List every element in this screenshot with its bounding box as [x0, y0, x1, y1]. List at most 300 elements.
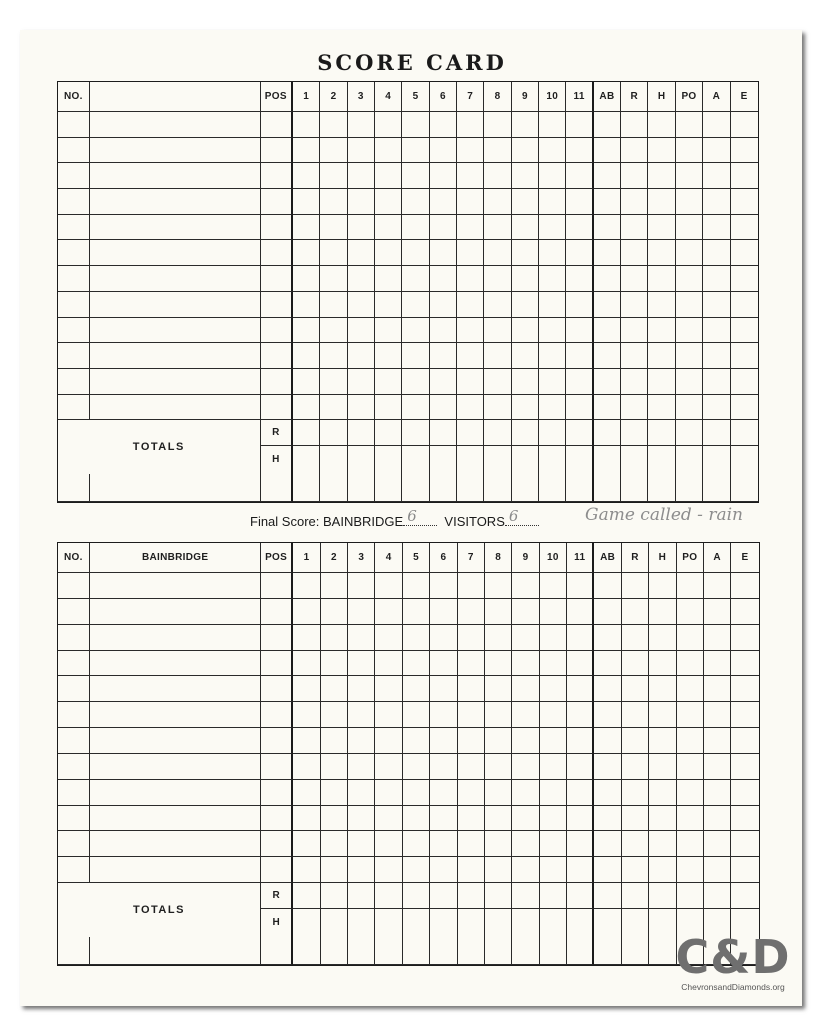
score-cell — [430, 937, 457, 965]
score-cell — [621, 240, 648, 266]
score-cell — [703, 318, 730, 344]
score-cell — [567, 599, 594, 625]
header-cell: NO. — [58, 543, 90, 573]
score-cell — [430, 112, 457, 138]
score-cell — [348, 676, 375, 702]
score-cell — [484, 395, 511, 421]
score-cell — [320, 343, 347, 369]
score-cell — [403, 728, 430, 754]
score-cell — [731, 138, 758, 164]
score-cell — [90, 728, 260, 754]
score-cell — [676, 318, 703, 344]
score-cell — [594, 806, 621, 832]
totals-cell — [703, 446, 730, 474]
score-cell — [512, 474, 539, 502]
score-cell — [321, 573, 348, 599]
score-cell — [321, 651, 348, 677]
score-cell — [704, 754, 731, 780]
score-cell — [704, 625, 731, 651]
score-cell — [430, 395, 457, 421]
score-cell — [677, 676, 704, 702]
score-cell — [90, 112, 260, 138]
score-cell — [458, 728, 485, 754]
score-cell — [512, 112, 539, 138]
score-cell — [402, 138, 429, 164]
score-cell — [430, 369, 457, 395]
score-cell — [402, 343, 429, 369]
totals-cell — [321, 883, 348, 909]
totals-cell — [649, 883, 676, 909]
score-cell — [293, 831, 320, 857]
totals-cell — [648, 446, 675, 474]
score-cell — [485, 728, 512, 754]
home-team-name: BAINBRIDGE — [323, 514, 404, 529]
score-cell — [512, 676, 539, 702]
score-cell — [621, 189, 648, 215]
totals-cell — [594, 883, 621, 909]
score-cell — [402, 112, 429, 138]
score-cell — [402, 474, 429, 502]
score-cell — [648, 112, 675, 138]
score-cell — [261, 163, 293, 189]
score-cell — [261, 292, 293, 318]
score-cell — [458, 857, 485, 883]
score-cell — [512, 728, 539, 754]
score-cell — [321, 937, 348, 965]
score-cell — [484, 474, 511, 502]
score-cell — [58, 780, 90, 806]
score-cell — [512, 215, 539, 241]
score-cell — [375, 599, 402, 625]
score-cell — [622, 857, 649, 883]
score-cell — [403, 754, 430, 780]
score-cell — [402, 189, 429, 215]
score-cell — [622, 599, 649, 625]
score-cell — [594, 395, 621, 421]
score-cell — [58, 728, 90, 754]
score-cell — [457, 138, 484, 164]
score-cell — [566, 189, 593, 215]
score-cell — [621, 163, 648, 189]
totals-cell — [676, 420, 703, 446]
score-cell — [430, 857, 457, 883]
score-cell — [677, 702, 704, 728]
score-cell — [731, 857, 758, 883]
score-cell — [402, 266, 429, 292]
score-cell — [621, 474, 648, 502]
score-cell — [731, 806, 758, 832]
score-cell — [430, 831, 457, 857]
score-cell — [348, 651, 375, 677]
totals-cell — [403, 883, 430, 909]
score-cell — [540, 754, 567, 780]
score-cell — [320, 112, 347, 138]
score-cell — [566, 318, 593, 344]
header-cell: H — [649, 543, 676, 573]
score-cell — [90, 395, 260, 421]
score-cell — [348, 395, 375, 421]
score-cell — [677, 728, 704, 754]
totals-cell — [512, 420, 539, 446]
score-cell — [320, 318, 347, 344]
score-cell — [567, 806, 594, 832]
score-cell — [58, 292, 90, 318]
score-cell — [293, 369, 320, 395]
score-cell — [58, 266, 90, 292]
score-cell — [58, 937, 90, 965]
score-cell — [90, 676, 260, 702]
score-cell — [484, 112, 511, 138]
totals-cell — [402, 420, 429, 446]
header-cell: NO. — [58, 82, 90, 112]
score-cell — [567, 937, 594, 965]
score-cell — [567, 573, 594, 599]
score-cell — [261, 937, 293, 965]
score-cell — [348, 754, 375, 780]
header-cell: PO — [677, 543, 704, 573]
score-cell — [648, 318, 675, 344]
totals-cell — [512, 446, 539, 474]
score-cell — [375, 266, 402, 292]
score-cell — [567, 754, 594, 780]
score-cell — [457, 369, 484, 395]
score-cell — [458, 625, 485, 651]
score-cell — [540, 831, 567, 857]
score-cell — [90, 702, 260, 728]
score-cell — [594, 937, 621, 965]
score-cell — [58, 343, 90, 369]
totals-cell — [402, 446, 429, 474]
score-cell — [320, 215, 347, 241]
score-cell — [90, 651, 260, 677]
score-cell — [430, 292, 457, 318]
totals-cell — [512, 883, 539, 909]
score-cell — [375, 343, 402, 369]
score-cell — [348, 573, 375, 599]
score-cell — [261, 780, 293, 806]
score-cell — [457, 343, 484, 369]
score-cell — [403, 806, 430, 832]
score-cell — [677, 754, 704, 780]
totals-cell — [704, 883, 731, 909]
score-cell — [293, 138, 320, 164]
score-cell — [622, 754, 649, 780]
score-cell — [622, 806, 649, 832]
header-cell: A — [704, 543, 731, 573]
header-cell: BAINBRIDGE — [90, 543, 260, 573]
score-cell — [457, 292, 484, 318]
score-cell — [321, 754, 348, 780]
header-cell: R — [622, 543, 649, 573]
score-cell — [430, 676, 457, 702]
score-cell — [677, 573, 704, 599]
visitor-score-field — [505, 507, 539, 526]
score-cell — [375, 937, 402, 965]
bottom-scorecard-grid — [57, 542, 760, 966]
score-cell — [649, 676, 676, 702]
score-cell — [402, 163, 429, 189]
score-cell — [649, 573, 676, 599]
score-cell — [594, 857, 621, 883]
score-cell — [348, 702, 375, 728]
totals-cell — [484, 446, 511, 474]
score-cell — [58, 702, 90, 728]
header-cell: 1 — [293, 543, 320, 573]
score-cell — [566, 240, 593, 266]
score-cell — [512, 266, 539, 292]
header-cell: 4 — [375, 543, 402, 573]
score-cell — [622, 702, 649, 728]
score-cell — [704, 806, 731, 832]
score-cell — [430, 163, 457, 189]
score-cell — [320, 369, 347, 395]
score-cell — [731, 728, 758, 754]
score-cell — [321, 857, 348, 883]
score-cell — [539, 369, 566, 395]
score-cell — [649, 857, 676, 883]
score-cell — [676, 138, 703, 164]
score-cell — [539, 292, 566, 318]
score-cell — [622, 780, 649, 806]
score-cell — [375, 292, 402, 318]
score-cell — [703, 112, 730, 138]
score-cell — [703, 163, 730, 189]
header-cell: 4 — [375, 82, 402, 112]
runs-label: R — [261, 420, 293, 446]
score-cell — [430, 573, 457, 599]
totals-cell — [348, 909, 375, 937]
score-cell — [622, 937, 649, 965]
score-cell — [484, 189, 511, 215]
score-cell — [594, 240, 621, 266]
score-cell — [58, 831, 90, 857]
score-cell — [293, 240, 320, 266]
score-cell — [293, 163, 320, 189]
score-cell — [485, 651, 512, 677]
score-cell — [293, 625, 320, 651]
score-cell — [348, 163, 375, 189]
score-cell — [261, 857, 293, 883]
score-cell — [704, 702, 731, 728]
totals-cell — [648, 420, 675, 446]
header-cell: 5 — [403, 543, 430, 573]
score-cell — [648, 189, 675, 215]
score-cell — [403, 831, 430, 857]
score-cell — [348, 369, 375, 395]
totals-cell — [320, 420, 347, 446]
totals-cell — [622, 883, 649, 909]
score-cell — [485, 599, 512, 625]
score-cell — [261, 599, 293, 625]
score-cell — [58, 215, 90, 241]
score-cell — [58, 369, 90, 395]
score-cell — [293, 189, 320, 215]
score-cell — [594, 163, 621, 189]
totals-cell — [677, 883, 704, 909]
header-cell: 9 — [512, 82, 539, 112]
score-cell — [512, 189, 539, 215]
score-cell — [457, 240, 484, 266]
score-cell — [430, 266, 457, 292]
score-cell — [321, 625, 348, 651]
score-cell — [731, 292, 758, 318]
score-cell — [458, 937, 485, 965]
score-cell — [703, 240, 730, 266]
score-cell — [321, 676, 348, 702]
score-cell — [677, 625, 704, 651]
totals-cell — [348, 420, 375, 446]
header-cell: E — [731, 543, 758, 573]
score-cell — [375, 728, 402, 754]
header-cell: 7 — [457, 82, 484, 112]
score-cell — [261, 138, 293, 164]
score-cell — [90, 240, 260, 266]
score-cell — [321, 728, 348, 754]
score-cell — [704, 651, 731, 677]
totals-cell — [485, 909, 512, 937]
score-cell — [348, 138, 375, 164]
totals-cell — [567, 883, 594, 909]
score-cell — [648, 138, 675, 164]
totals-cell — [540, 883, 567, 909]
score-cell — [621, 112, 648, 138]
score-cell — [485, 857, 512, 883]
score-cell — [261, 318, 293, 344]
score-cell — [485, 676, 512, 702]
score-cell — [484, 138, 511, 164]
score-cell — [512, 651, 539, 677]
score-cell — [512, 318, 539, 344]
totals-cell — [567, 909, 594, 937]
totals-cell — [594, 446, 621, 474]
header-cell: 6 — [430, 82, 457, 112]
header-cell: E — [731, 82, 758, 112]
score-cell — [321, 831, 348, 857]
score-cell — [539, 266, 566, 292]
header-cell: A — [703, 82, 730, 112]
score-cell — [703, 343, 730, 369]
totals-cell — [321, 909, 348, 937]
score-cell — [731, 369, 758, 395]
score-cell — [731, 831, 758, 857]
score-cell — [458, 676, 485, 702]
score-cell — [731, 754, 758, 780]
score-cell — [293, 395, 320, 421]
totals-cell — [566, 420, 593, 446]
totals-cell — [731, 420, 758, 446]
score-cell — [566, 292, 593, 318]
score-cell — [649, 625, 676, 651]
header-cell: H — [648, 82, 675, 112]
score-cell — [594, 754, 621, 780]
totals-cell — [293, 446, 320, 474]
score-cell — [648, 240, 675, 266]
score-cell — [621, 138, 648, 164]
score-cell — [594, 702, 621, 728]
score-cell — [348, 625, 375, 651]
score-cell — [539, 189, 566, 215]
score-cell — [403, 780, 430, 806]
score-cell — [649, 599, 676, 625]
score-cell — [293, 702, 320, 728]
score-cell — [293, 728, 320, 754]
score-cell — [567, 625, 594, 651]
score-cell — [539, 240, 566, 266]
score-cell — [731, 599, 758, 625]
home-score-field — [403, 507, 437, 526]
score-cell — [649, 831, 676, 857]
top-scorecard-grid — [57, 81, 759, 503]
score-cell — [704, 676, 731, 702]
score-cell — [403, 651, 430, 677]
score-cell — [348, 240, 375, 266]
header-cell: R — [621, 82, 648, 112]
score-cell — [512, 163, 539, 189]
totals-cell — [731, 883, 758, 909]
totals-cell — [375, 420, 402, 446]
score-cell — [293, 651, 320, 677]
score-cell — [677, 780, 704, 806]
score-cell — [402, 395, 429, 421]
score-cell — [430, 138, 457, 164]
score-cell — [485, 625, 512, 651]
score-cell — [458, 754, 485, 780]
totals-cell — [540, 909, 567, 937]
score-cell — [293, 937, 320, 965]
score-cell — [676, 369, 703, 395]
score-cell — [402, 240, 429, 266]
score-cell — [375, 215, 402, 241]
totals-cell — [594, 420, 621, 446]
score-cell — [648, 292, 675, 318]
score-cell — [348, 937, 375, 965]
header-cell: 8 — [484, 82, 511, 112]
score-cell — [293, 676, 320, 702]
score-cell — [648, 266, 675, 292]
score-cell — [402, 318, 429, 344]
score-cell — [402, 215, 429, 241]
score-cell — [512, 395, 539, 421]
score-cell — [594, 780, 621, 806]
score-cell — [484, 343, 511, 369]
score-cell — [649, 806, 676, 832]
totals-cell — [457, 420, 484, 446]
header-cell: 8 — [485, 543, 512, 573]
score-cell — [485, 702, 512, 728]
score-cell — [348, 292, 375, 318]
score-cell — [293, 112, 320, 138]
totals-cell — [320, 446, 347, 474]
score-cell — [90, 369, 260, 395]
logo-mark: C&D — [675, 930, 791, 984]
score-cell — [293, 599, 320, 625]
score-cell — [430, 806, 457, 832]
score-cell — [458, 651, 485, 677]
score-cell — [703, 189, 730, 215]
score-cell — [622, 651, 649, 677]
score-cell — [566, 112, 593, 138]
score-cell — [457, 189, 484, 215]
handwritten-note: Game called - rain — [585, 505, 743, 525]
visitor-score-value: 6 — [508, 507, 519, 525]
score-cell — [731, 395, 758, 421]
score-cell — [293, 292, 320, 318]
score-cell — [348, 599, 375, 625]
score-cell — [704, 857, 731, 883]
score-cell — [512, 343, 539, 369]
score-cell — [261, 215, 293, 241]
score-cell — [594, 474, 621, 502]
